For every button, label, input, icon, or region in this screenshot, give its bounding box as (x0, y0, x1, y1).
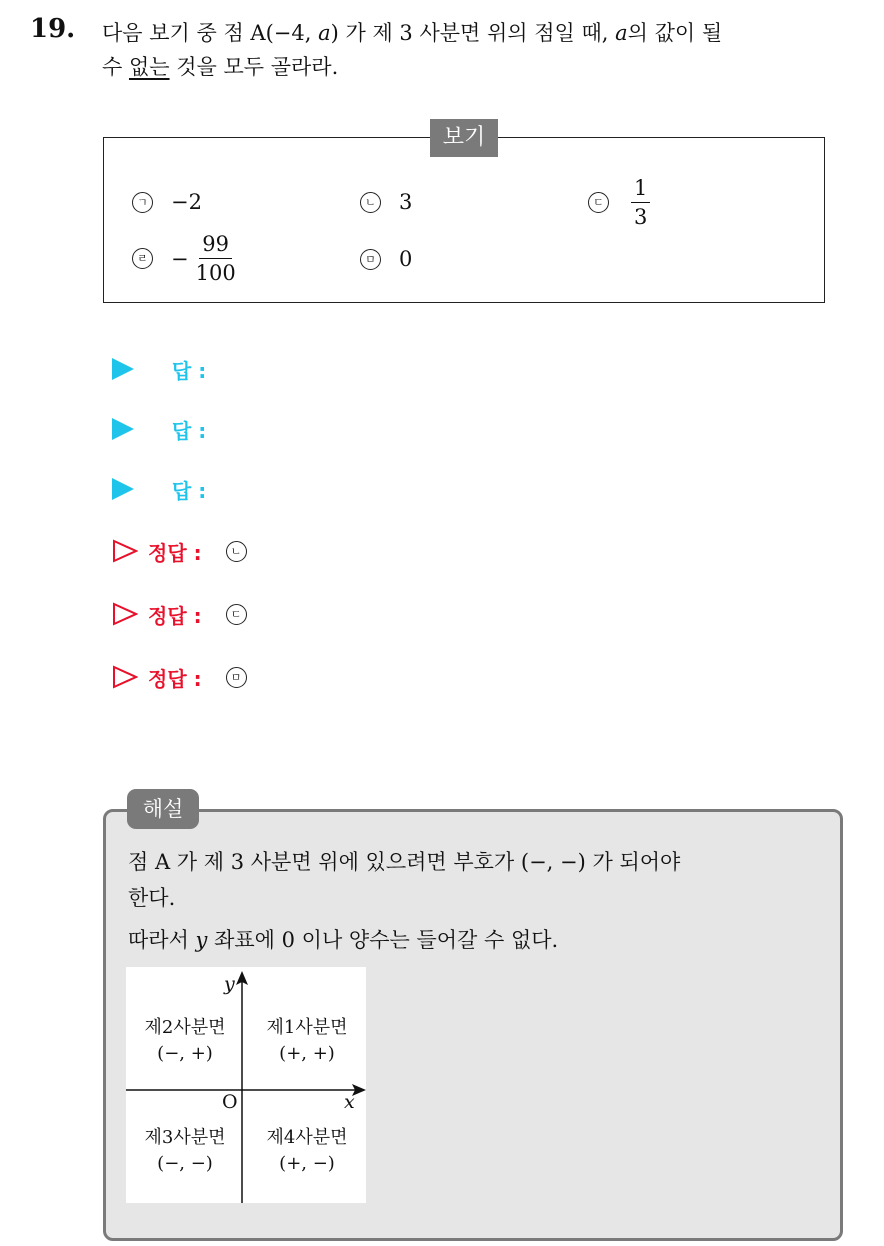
underlined-word: 없는 (128, 55, 170, 79)
correct-row-1: 정답 : ㄴ (112, 534, 247, 568)
answer-row-1: 답 : (112, 352, 206, 386)
choice-1: ㄱ −2 (132, 190, 202, 214)
explanation-line-3: 따라서 y 좌표에 0 이나 양수는 들어갈 수 없다. (128, 928, 559, 952)
explanation-line-1: 점 A 가 제 3 사분면 위에 있으려면 부호가 (−, −) 가 되어야 (128, 850, 681, 874)
quadrant-4-label: 제4사분면 (+, −) (266, 1127, 348, 1174)
choice-mark: ㄴ (360, 192, 381, 213)
y-axis-label: y (224, 973, 235, 995)
question-text: 다음 보기 중 점 A(−4, a) 가 제 3 사분면 위의 점일 때, a의 값이 될 수 없는 것을 모두 골라라. (102, 21, 723, 79)
correct-mark: ㄴ (226, 541, 247, 562)
x-axis-label: x (344, 1091, 355, 1113)
quadrant-diagram (126, 967, 366, 1203)
correct-mark: ㅁ (226, 667, 247, 688)
play-triangle-icon (112, 478, 134, 500)
quadrant-2-label: 제2사분면 (−, +) (144, 1017, 226, 1064)
play-triangle-icon (112, 418, 134, 440)
choice-mark: ㄱ (132, 192, 153, 213)
choice-mark: ㄹ (132, 248, 153, 269)
question-number: 19. (30, 14, 76, 44)
play-triangle-icon (112, 358, 134, 380)
correct-row-3: 정답 : ㅁ (112, 660, 247, 694)
explanation-title: 해설 (127, 789, 199, 829)
quadrant-1-label: 제1사분면 (+, +) (266, 1017, 348, 1064)
explanation-line-2: 한다. (128, 886, 176, 910)
answer-row-2: 답 : (112, 412, 206, 446)
choice-5: ㅁ 0 (360, 247, 412, 271)
outline-triangle-icon (112, 539, 138, 563)
answer-row-3: 답 : (112, 472, 206, 506)
bogi-title: 보기 (430, 119, 498, 157)
correct-mark: ㄷ (226, 604, 247, 625)
correct-row-2: 정답 : ㄷ (112, 597, 247, 631)
origin-label: O (222, 1091, 238, 1113)
choice-4: ㄹ − $\frac{99}{100}$ (132, 230, 239, 287)
choice-2: ㄴ 3 (360, 190, 412, 214)
outline-triangle-icon (112, 602, 138, 626)
quadrant-3-label: 제3사분면 (−, −) (144, 1127, 226, 1174)
outline-triangle-icon (112, 665, 138, 689)
choice-mark: ㄷ (588, 192, 609, 213)
choice-mark: ㅁ (360, 249, 381, 270)
choice-3: ㄷ $\frac{1}{3}$ (588, 174, 650, 231)
